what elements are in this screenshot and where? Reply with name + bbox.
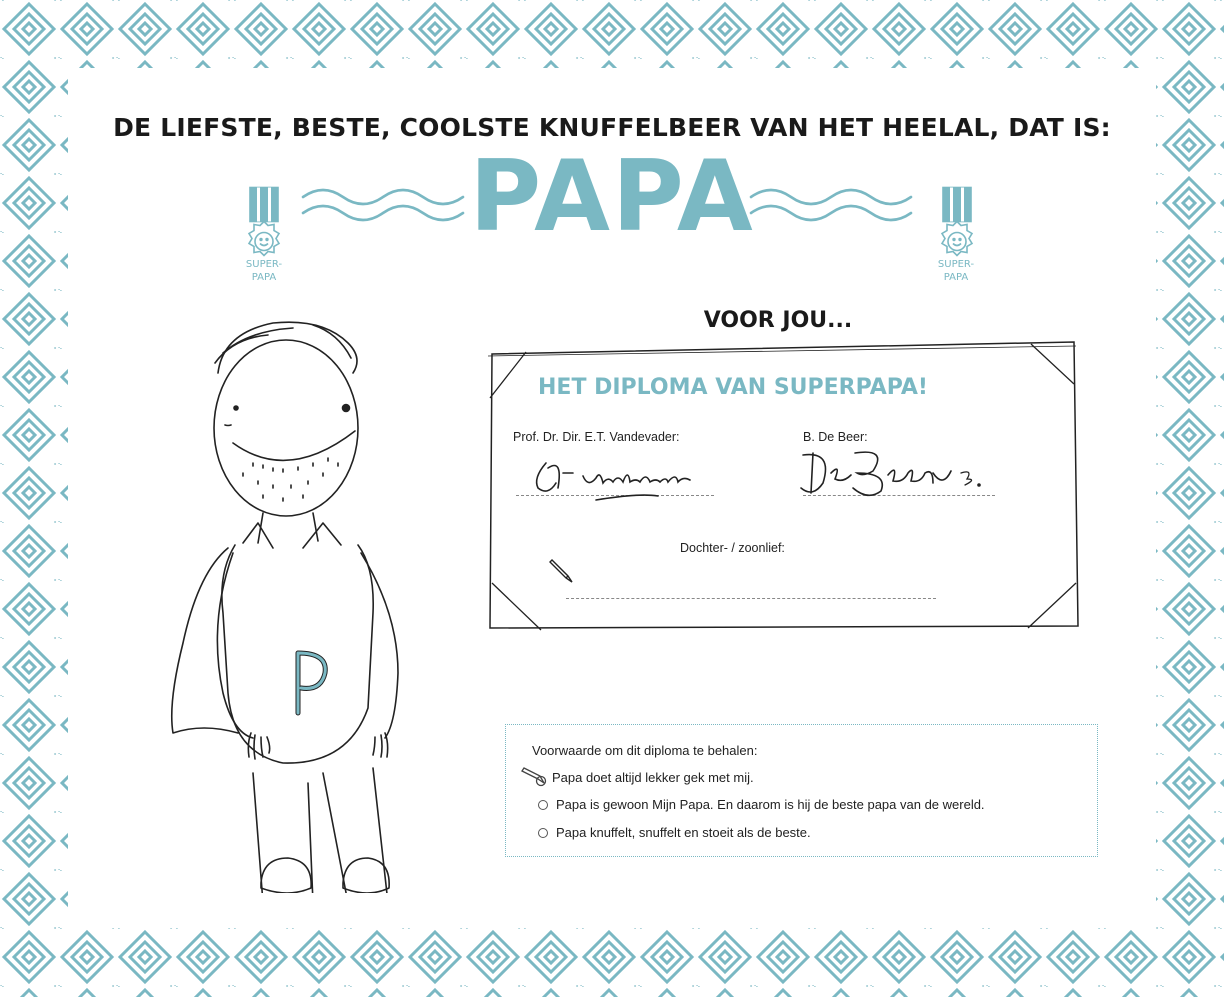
signature-professor xyxy=(528,448,708,508)
signature-beer xyxy=(793,443,993,503)
diploma-title: HET DIPLOMA VAN SUPERPAPA! xyxy=(538,375,928,400)
condition-text-2: Papa is gewoon Mijn Papa. En daarom is hij de beste papa van de wereld. xyxy=(556,797,985,812)
certificate-sheet xyxy=(68,68,1156,928)
superpapa-figure-illustration xyxy=(163,313,463,893)
radio-icon[interactable] xyxy=(538,800,548,810)
condition-item-3[interactable] xyxy=(538,825,811,840)
signatory-label-beer: B. De Beer: xyxy=(803,430,868,444)
wave-decoration-right xyxy=(748,183,913,223)
pencil-icon xyxy=(520,767,548,787)
signature-line-child[interactable] xyxy=(566,598,936,599)
pencil-icon xyxy=(546,558,576,588)
headline: DE LIEFSTE, BESTE, COOLSTE KNUFFELBEER VAN HET HEELAL, DAT IS: xyxy=(113,113,1111,142)
child-label: Dochter- / zoonlief: xyxy=(680,541,785,555)
voor-jou-heading: VOOR JOU... xyxy=(703,308,853,333)
condition-item-2[interactable] xyxy=(538,797,985,812)
signatory-label-professor: Prof. Dr. Dir. E.T. Vandevader: xyxy=(513,430,680,444)
papa-title: PAPA xyxy=(469,140,755,254)
radio-icon[interactable] xyxy=(538,828,548,838)
condition-text-3: Papa knuffelt, snuffelt en stoeit als de beste. xyxy=(556,825,811,840)
wave-decoration-left xyxy=(300,183,465,223)
condition-text-1: Papa doet altijd lekker gek met mij. xyxy=(552,769,754,785)
condition-item-1[interactable] xyxy=(520,767,754,787)
medal-label-right: SUPER- PAPA xyxy=(937,259,975,283)
conditions-title: Voorwaarde om dit diploma te behalen: xyxy=(532,743,758,758)
medal-label-left: SUPER- PAPA xyxy=(245,259,283,283)
conditions-box xyxy=(505,724,1098,857)
